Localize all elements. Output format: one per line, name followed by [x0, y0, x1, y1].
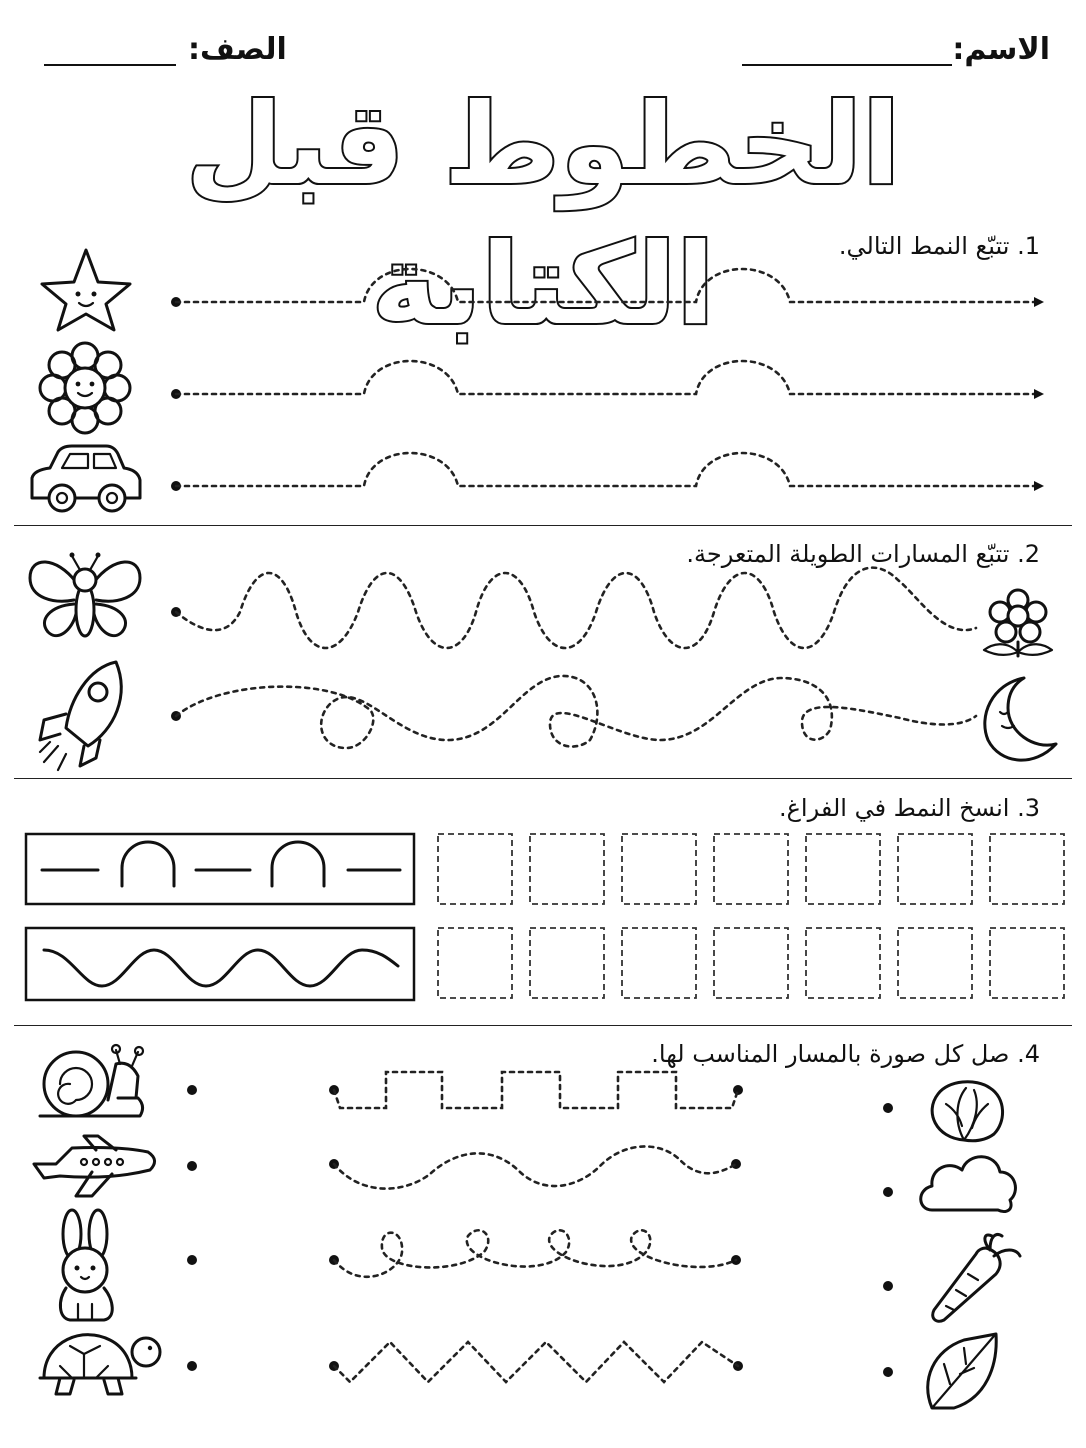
copy-box[interactable]	[990, 928, 1064, 998]
wave-trace-path[interactable]	[171, 568, 976, 648]
section-number: 3.	[1017, 794, 1040, 822]
castle-trace-path[interactable]	[329, 1072, 743, 1108]
section-text: تتبّع النمط التالي.	[838, 232, 1010, 260]
copy-box[interactable]	[806, 928, 880, 998]
turtle-icon	[40, 1335, 160, 1394]
name-label: الاسم:	[952, 32, 1050, 67]
loop-trace-path[interactable]	[171, 676, 976, 748]
snail-icon	[40, 1045, 143, 1116]
butterfly-icon	[30, 553, 140, 637]
trace-line-1[interactable]	[171, 269, 1040, 307]
car-icon	[32, 446, 140, 511]
flower-icon	[984, 590, 1052, 656]
model-pattern-arcs	[26, 834, 414, 904]
match-dots-right[interactable]	[883, 1103, 893, 1377]
section-text: تتبّع المسارات الطويلة المتعرجة.	[686, 540, 1010, 568]
rocket-icon	[40, 662, 121, 770]
airplane-icon	[34, 1136, 155, 1196]
wave-match-path[interactable]	[329, 1146, 741, 1188]
copy-box[interactable]	[714, 928, 788, 998]
copy-box[interactable]	[990, 834, 1064, 904]
flower-icon	[40, 343, 130, 433]
model-pattern-wave	[26, 928, 414, 1000]
cloud-icon	[921, 1157, 1016, 1212]
moon-icon	[985, 678, 1056, 760]
leaf-icon	[928, 1334, 996, 1408]
copy-box[interactable]	[898, 928, 972, 998]
section-number: 2.	[1017, 540, 1040, 568]
copy-box[interactable]	[898, 834, 972, 904]
section-number: 1.	[1017, 232, 1040, 260]
class-label: الصف:	[188, 32, 287, 67]
cabbage-icon	[932, 1082, 1002, 1141]
worksheet-title: الخطوط قبل الكتابة	[185, 80, 901, 350]
carrot-icon	[933, 1235, 1020, 1322]
copy-box[interactable]	[530, 834, 604, 904]
copy-box[interactable]	[438, 834, 512, 904]
loops-match-path[interactable]	[329, 1230, 741, 1277]
match-dots-left[interactable]	[187, 1085, 197, 1371]
copy-box[interactable]	[530, 928, 604, 998]
section-text: صل كل صورة بالمسار المناسب لها.	[651, 1040, 1010, 1068]
copy-box[interactable]	[714, 834, 788, 904]
star-icon	[42, 250, 130, 330]
copy-box[interactable]	[438, 928, 512, 998]
section-number: 4.	[1017, 1040, 1040, 1068]
trace-line-3[interactable]	[171, 453, 1040, 491]
copy-box[interactable]	[622, 928, 696, 998]
zigzag-match-path[interactable]	[329, 1342, 743, 1382]
rabbit-icon	[60, 1210, 112, 1320]
copy-boxes-grid[interactable]	[438, 834, 1064, 998]
trace-line-2[interactable]	[171, 361, 1040, 399]
copy-box[interactable]	[622, 834, 696, 904]
section-text: انسخ النمط في الفراغ.	[778, 794, 1010, 822]
copy-box[interactable]	[806, 834, 880, 904]
